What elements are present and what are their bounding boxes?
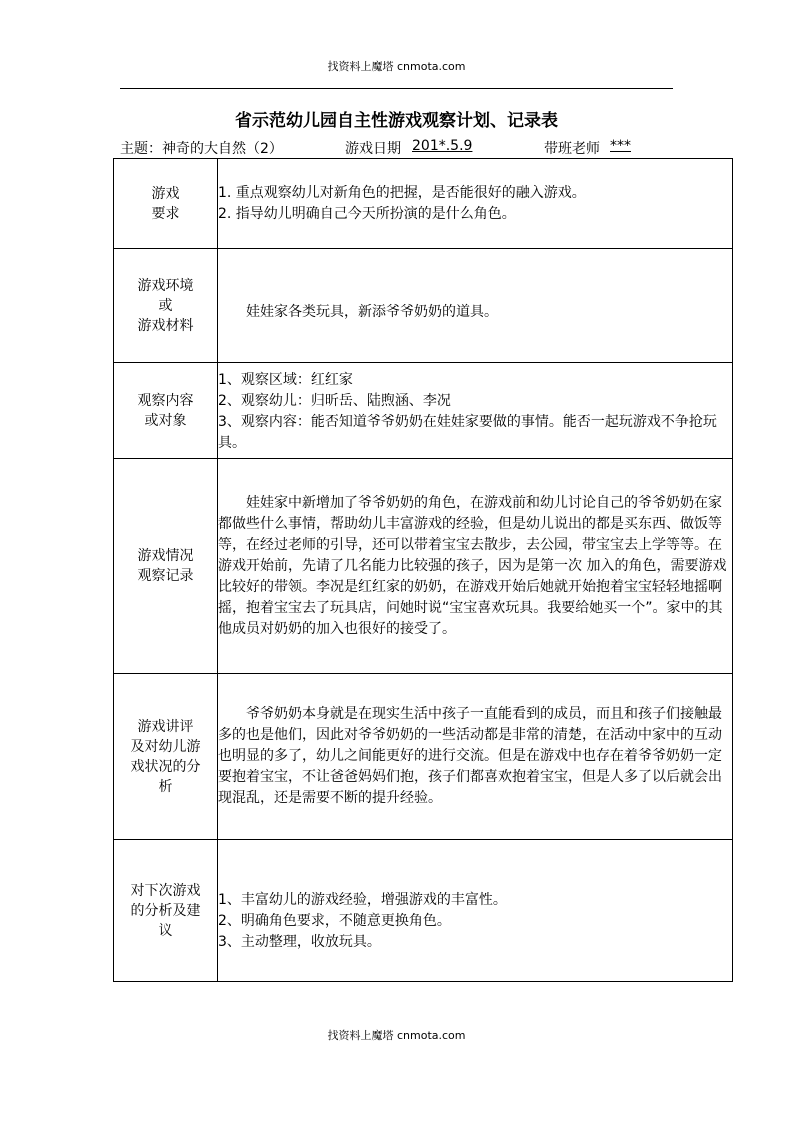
label-line: 析 <box>158 778 173 795</box>
table-row <box>114 363 733 459</box>
teacher-label: 带班老师 <box>544 141 600 157</box>
table-row <box>114 159 733 249</box>
label-line: 或对象 <box>144 412 187 429</box>
record-table <box>113 158 733 982</box>
table-row <box>114 674 733 840</box>
theme-label: 主题：神奇的大自然（2） <box>120 141 283 157</box>
content-line: 1、丰富幼儿的游戏经验，增强游戏的丰富性。 <box>218 892 507 908</box>
content-line: 娃娃家各类玩具，新添爷爷奶奶的道具。 <box>246 303 498 320</box>
label-line: 游戏材料 <box>137 317 194 334</box>
label-line: 的分析及建 <box>130 902 201 919</box>
label-line: 对下次游戏 <box>130 882 201 899</box>
label-line: 或 <box>158 297 173 314</box>
table-row <box>114 840 733 982</box>
header-site-text: 找资料上魔塔 cnmota.com <box>327 60 466 73</box>
row-label-materials <box>114 249 218 363</box>
row-content-requirements <box>218 159 733 249</box>
label-line: 游戏情况 <box>137 548 194 564</box>
content-line: 2、明确角色要求，不随意更换角色。 <box>218 913 451 929</box>
row-label-evaluation <box>114 674 218 840</box>
teacher-value: *** <box>610 138 631 154</box>
row-label-observation-record <box>114 459 218 674</box>
document-title: 省示范幼儿园自主性游戏观察计划、记录表 <box>235 111 558 131</box>
row-content-observation-record <box>218 459 733 674</box>
label-line: 观察内容 <box>137 392 194 409</box>
table-row <box>114 459 733 674</box>
record-paragraph: 娃娃家中新增加了爷爷奶奶的角色，在游戏前和幼儿讨论自己的爷爷奶奶在家都做些什么事情，帮助幼儿丰富游戏的经验，但是幼儿说出的都是买东西、做饭等等，在经过老师的引导，还可以带着宝宝去散步，去公园，带宝宝去上学等等。在游戏开始前，先请了几名能力比较强的孩子，因为是第一次 加入的角色，需要游戏比较好的带领。李况是红红家的奶奶，在游戏开始后她就开始抱着宝宝轻轻地摇啊摇，抱着宝宝去了玩具店，问她时说“宝宝喜欢玩具。我要给她买一个”。家中的其他成员对奶奶的加入也很好的接受了。 <box>218 494 727 637</box>
row-label-observation-target <box>114 363 218 459</box>
row-content-suggestions <box>218 840 733 982</box>
evaluation-paragraph: 爷爷奶奶本身就是在现实生活中孩子一直能看到的成员，而且和孩子们接触最多的也是他们，因此对爷爷奶奶的一些活动都是非常的清楚，在活动中家中的互动也明显的多了，幼儿之间能更好的进行交流。但是在游戏中也存在着爷爷奶奶一定要抱着宝宝，不让爸爸妈妈们抱，孩子们都喜欢抱着宝宝，但是人多了以后就会出现混乱，还是需要不断的提升经验。 <box>218 706 722 806</box>
date-value: 201*.5.9 <box>412 138 473 154</box>
footer-site-text: 找资料上魔塔 cnmota.com <box>327 1029 466 1042</box>
header-divider <box>120 88 673 89</box>
content-line: 1、观察区域：红红家 <box>218 372 353 388</box>
meta-line <box>120 138 680 158</box>
label-line: 及对幼儿游 <box>130 738 201 755</box>
row-content-materials <box>218 249 733 363</box>
content-line: 3、观察内容：能否知道爷爷奶奶在娃娃家要做的事情。能否一起玩游戏不争抢玩具。 <box>218 414 717 451</box>
label-line: 观察记录 <box>137 568 194 584</box>
label-line: 游戏环境 <box>137 277 194 294</box>
label-line: 要求 <box>151 205 180 222</box>
date-label: 游戏日期 <box>345 141 401 157</box>
row-label-requirements <box>114 159 218 249</box>
label-line: 议 <box>158 922 173 939</box>
label-line: 游戏讲评 <box>137 718 194 735</box>
label-line: 游戏 <box>151 185 180 202</box>
content-line: 2、观察幼儿：归昕岳、陆煦涵、李况 <box>218 393 451 409</box>
row-label-suggestions <box>114 840 218 982</box>
row-content-evaluation <box>218 674 733 840</box>
label-line: 戏状况的分 <box>130 758 201 775</box>
row-content-observation-target <box>218 363 733 459</box>
content-line: 3、主动整理，收放玩具。 <box>218 934 381 950</box>
table-row <box>114 249 733 363</box>
content-line: 1. 重点观察幼儿对新角色的把握，是否能很好的融入游戏。 <box>218 185 586 201</box>
content-line: 2. 指导幼儿明确自己今天所扮演的是什么角色。 <box>218 206 516 222</box>
